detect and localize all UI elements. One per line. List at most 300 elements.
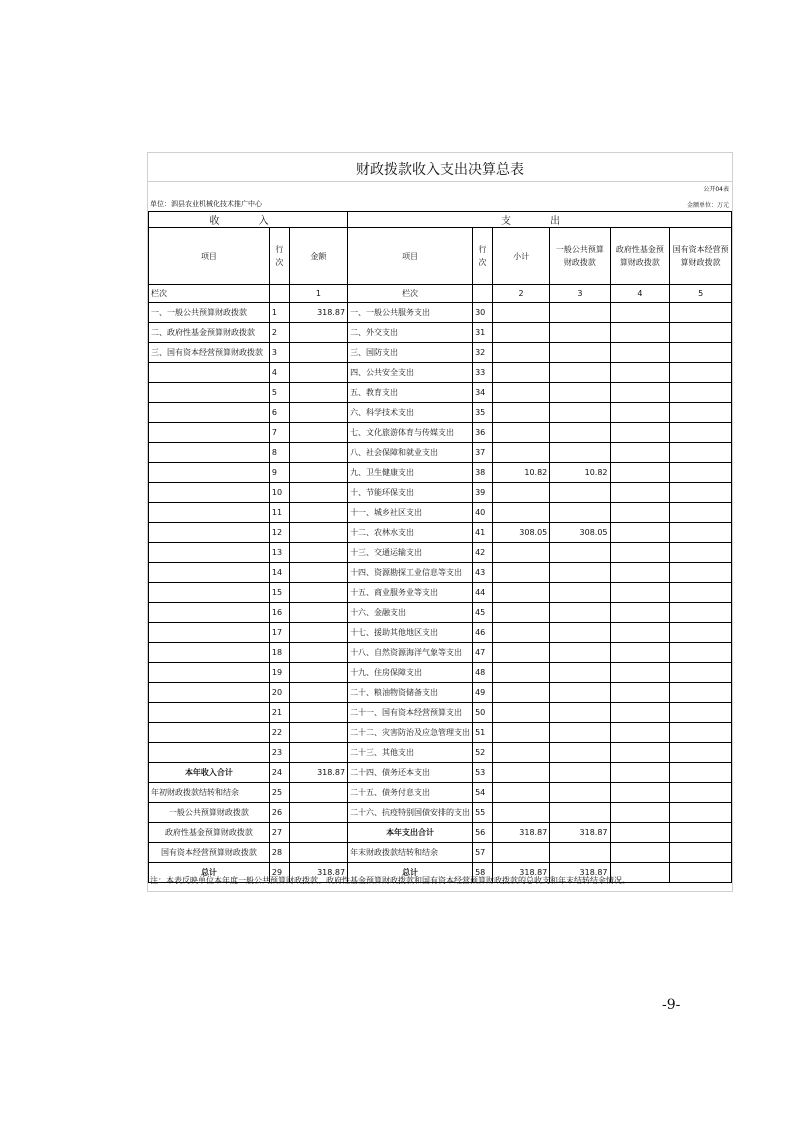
income-amount: 318.87 bbox=[289, 763, 347, 783]
income-row-no: 22 bbox=[269, 723, 289, 743]
expense-fund-budget bbox=[610, 443, 670, 463]
table-row bbox=[149, 523, 732, 543]
income-row-no: 10 bbox=[269, 483, 289, 503]
expense-subtotal bbox=[492, 763, 549, 783]
expense-fund-budget bbox=[610, 363, 670, 383]
expense-row-no: 53 bbox=[473, 763, 493, 783]
income-item bbox=[149, 623, 270, 643]
expense-row-no: 46 bbox=[473, 623, 493, 643]
income-item: 本年收入合计 bbox=[149, 763, 270, 783]
income-item bbox=[149, 423, 270, 443]
expense-general-budget bbox=[550, 443, 610, 463]
expense-row-no: 39 bbox=[473, 483, 493, 503]
expense-item: 三、国防支出 bbox=[348, 343, 473, 363]
income-row-no: 21 bbox=[269, 703, 289, 723]
income-amount bbox=[289, 523, 347, 543]
expense-row-no: 32 bbox=[473, 343, 493, 363]
expense-state-capital bbox=[670, 383, 732, 403]
expense-state-capital bbox=[670, 463, 732, 483]
income-amount bbox=[289, 423, 347, 443]
expense-row-no: 41 bbox=[473, 523, 493, 543]
expense-state-capital bbox=[670, 703, 732, 723]
expense-fund-budget bbox=[610, 683, 670, 703]
income-item bbox=[149, 543, 270, 563]
expense-fund-budget bbox=[610, 503, 670, 523]
expense-general-budget bbox=[550, 703, 610, 723]
expense-state-capital bbox=[670, 823, 732, 843]
expense-row-no: 56 bbox=[473, 823, 493, 843]
expense-state-capital bbox=[670, 343, 732, 363]
expense-subtotal bbox=[492, 363, 549, 383]
expense-item: 一、一般公共服务支出 bbox=[348, 303, 473, 323]
income-item: 一般公共预算财政拨款 bbox=[149, 803, 270, 823]
income-item: 政府性基金预算财政拨款 bbox=[149, 823, 270, 843]
income-row-no: 17 bbox=[269, 623, 289, 643]
expense-subtotal bbox=[492, 443, 549, 463]
income-item bbox=[149, 643, 270, 663]
expense-item: 十、节能环保支出 bbox=[348, 483, 473, 503]
expense-state-capital bbox=[670, 443, 732, 463]
expense-row-no: 58 bbox=[473, 863, 493, 883]
income-amount bbox=[289, 343, 347, 363]
income-row-no: 23 bbox=[269, 743, 289, 763]
expense-state-capital bbox=[670, 483, 732, 503]
expense-general-budget bbox=[550, 543, 610, 563]
income-row-no: 8 bbox=[269, 443, 289, 463]
expense-item: 十一、城乡社区支出 bbox=[348, 503, 473, 523]
expense-general-budget bbox=[550, 563, 610, 583]
report-sheet bbox=[147, 152, 733, 892]
expense-item: 八、社会保障和就业支出 bbox=[348, 443, 473, 463]
income-amount bbox=[289, 363, 347, 383]
table-row bbox=[149, 803, 732, 823]
expense-row-no: 48 bbox=[473, 663, 493, 683]
income-row-no: 1 bbox=[269, 303, 289, 323]
expense-item: 十五、商业服务业等支出 bbox=[348, 583, 473, 603]
table-row bbox=[149, 303, 732, 323]
income-amount bbox=[289, 643, 347, 663]
income-amount bbox=[289, 603, 347, 623]
expense-state-capital bbox=[670, 803, 732, 823]
expense-fund-budget bbox=[610, 423, 670, 443]
table-row bbox=[149, 343, 732, 363]
unit-label: 单位：泗县农业机械化技术推广中心 bbox=[150, 200, 262, 208]
expense-general-budget bbox=[550, 623, 610, 643]
expense-item: 十八、自然资源海洋气象等支出 bbox=[348, 643, 473, 663]
table-row bbox=[149, 563, 732, 583]
income-row-no: 9 bbox=[269, 463, 289, 483]
income-amount bbox=[289, 403, 347, 423]
expense-row-no: 38 bbox=[473, 463, 493, 483]
expense-state-capital bbox=[670, 863, 732, 883]
income-item bbox=[149, 723, 270, 743]
expense-subtotal bbox=[492, 743, 549, 763]
expense-item: 四、公共安全支出 bbox=[348, 363, 473, 383]
header-expense-item: 项目 bbox=[348, 228, 473, 285]
expense-subtotal bbox=[492, 503, 549, 523]
expense-fund-budget bbox=[610, 663, 670, 683]
table-row bbox=[149, 603, 732, 623]
header-amount: 金额 bbox=[289, 228, 347, 285]
header-row-no: 行次 bbox=[269, 228, 289, 285]
expense-row-no: 49 bbox=[473, 683, 493, 703]
expense-subtotal: 308.05 bbox=[492, 523, 549, 543]
expense-subtotal bbox=[492, 803, 549, 823]
header-expense-row-no: 行次 bbox=[473, 228, 493, 285]
expense-general-budget bbox=[550, 843, 610, 863]
expense-row-no: 45 bbox=[473, 603, 493, 623]
expense-general-budget bbox=[550, 663, 610, 683]
income-amount bbox=[289, 623, 347, 643]
column-index-1: 1 bbox=[289, 285, 347, 303]
header-state-capital: 国有资本经营预算财政拨款 bbox=[670, 228, 732, 285]
expense-general-budget bbox=[550, 683, 610, 703]
expense-general-budget bbox=[550, 503, 610, 523]
income-amount bbox=[289, 723, 347, 743]
expense-fund-budget bbox=[610, 563, 670, 583]
column-index-3: 3 bbox=[550, 285, 610, 303]
expense-subtotal: 318.87 bbox=[492, 823, 549, 843]
expense-state-capital bbox=[670, 543, 732, 563]
expense-fund-budget bbox=[610, 803, 670, 823]
table-row bbox=[149, 623, 732, 643]
expense-subtotal bbox=[492, 723, 549, 743]
income-row-no: 20 bbox=[269, 683, 289, 703]
income-row-no: 29 bbox=[269, 863, 289, 883]
table-row bbox=[149, 723, 732, 743]
expense-item: 二十三、其他支出 bbox=[348, 743, 473, 763]
expense-general-budget bbox=[550, 723, 610, 743]
expense-general-budget: 308.05 bbox=[550, 523, 610, 543]
expense-subtotal: 10.82 bbox=[492, 463, 549, 483]
expense-general-budget bbox=[550, 343, 610, 363]
income-row-no: 26 bbox=[269, 803, 289, 823]
income-item bbox=[149, 403, 270, 423]
income-row-no: 2 bbox=[269, 323, 289, 343]
column-index-blank-2 bbox=[473, 285, 493, 303]
table-row bbox=[149, 763, 732, 783]
expense-state-capital bbox=[670, 503, 732, 523]
income-row-no: 16 bbox=[269, 603, 289, 623]
income-amount bbox=[289, 663, 347, 683]
expense-fund-budget bbox=[610, 703, 670, 723]
income-item: 国有资本经营预算财政拨款 bbox=[149, 843, 270, 863]
income-row-no: 15 bbox=[269, 583, 289, 603]
income-row-no: 11 bbox=[269, 503, 289, 523]
expense-item: 本年支出合计 bbox=[348, 823, 473, 843]
expense-item: 七、文化旅游体育与传媒支出 bbox=[348, 423, 473, 443]
expense-general-budget bbox=[550, 783, 610, 803]
expense-item: 十六、金融支出 bbox=[348, 603, 473, 623]
table-row bbox=[149, 703, 732, 723]
income-item bbox=[149, 523, 270, 543]
expense-general-budget: 318.87 bbox=[550, 823, 610, 843]
expense-row-no: 30 bbox=[473, 303, 493, 323]
table-row bbox=[149, 383, 732, 403]
income-item bbox=[149, 743, 270, 763]
income-amount bbox=[289, 703, 347, 723]
expense-subtotal bbox=[492, 403, 549, 423]
expense-item: 六、科学技术支出 bbox=[348, 403, 473, 423]
income-item bbox=[149, 483, 270, 503]
income-amount bbox=[289, 383, 347, 403]
expense-row-no: 42 bbox=[473, 543, 493, 563]
expense-fund-budget bbox=[610, 723, 670, 743]
income-row-no: 14 bbox=[269, 563, 289, 583]
income-item: 三、国有资本经营预算财政拨款 bbox=[149, 343, 270, 363]
expense-subtotal bbox=[492, 563, 549, 583]
expense-fund-budget bbox=[610, 543, 670, 563]
expense-subtotal bbox=[492, 303, 549, 323]
expense-row-no: 50 bbox=[473, 703, 493, 723]
header-fund-budget: 政府性基金预算财政拨款 bbox=[610, 228, 670, 285]
income-amount bbox=[289, 823, 347, 843]
income-row-no: 13 bbox=[269, 543, 289, 563]
expense-item: 十三、交通运输支出 bbox=[348, 543, 473, 563]
expense-subtotal bbox=[492, 483, 549, 503]
table-row bbox=[149, 843, 732, 863]
table-row bbox=[149, 663, 732, 683]
income-item bbox=[149, 363, 270, 383]
expense-item: 十四、资源勘探工业信息等支出 bbox=[348, 563, 473, 583]
expense-state-capital bbox=[670, 623, 732, 643]
expense-general-budget bbox=[550, 363, 610, 383]
expense-state-capital bbox=[670, 583, 732, 603]
expense-row-no: 33 bbox=[473, 363, 493, 383]
income-section-header: 收 入 bbox=[149, 212, 348, 228]
expense-fund-budget bbox=[610, 463, 670, 483]
expense-item: 二十六、抗疫特别国债安排的支出 bbox=[348, 803, 473, 823]
income-row-no: 5 bbox=[269, 383, 289, 403]
expense-subtotal bbox=[492, 703, 549, 723]
income-item: 总计 bbox=[149, 863, 270, 883]
expense-general-budget bbox=[550, 383, 610, 403]
section-header-row bbox=[149, 212, 732, 228]
form-number: 公开04表 bbox=[703, 186, 729, 193]
table-row bbox=[149, 363, 732, 383]
income-row-no: 27 bbox=[269, 823, 289, 843]
expense-row-no: 43 bbox=[473, 563, 493, 583]
expense-fund-budget bbox=[610, 763, 670, 783]
expense-row-no: 44 bbox=[473, 583, 493, 603]
column-index-4: 4 bbox=[610, 285, 670, 303]
table-row bbox=[149, 783, 732, 803]
expense-fund-budget bbox=[610, 483, 670, 503]
expense-row-no: 52 bbox=[473, 743, 493, 763]
table-row bbox=[149, 443, 732, 463]
expense-subtotal bbox=[492, 383, 549, 403]
income-item bbox=[149, 703, 270, 723]
expense-row-no: 51 bbox=[473, 723, 493, 743]
expense-state-capital bbox=[670, 603, 732, 623]
expense-state-capital bbox=[670, 363, 732, 383]
amount-unit-label: 金额单位：万元 bbox=[686, 202, 729, 209]
expense-item: 二十、粮油物资储备支出 bbox=[348, 683, 473, 703]
expense-row-no: 35 bbox=[473, 403, 493, 423]
income-item: 年初财政拨款结转和结余 bbox=[149, 783, 270, 803]
report-title: 财政拨款收入支出决算总表 bbox=[356, 162, 524, 178]
expense-fund-budget bbox=[610, 323, 670, 343]
income-amount bbox=[289, 583, 347, 603]
table-row bbox=[149, 323, 732, 343]
expense-general-budget bbox=[550, 403, 610, 423]
expense-fund-budget bbox=[610, 383, 670, 403]
expense-item: 总计 bbox=[348, 863, 473, 883]
income-amount bbox=[289, 783, 347, 803]
expense-row-no: 36 bbox=[473, 423, 493, 443]
expense-state-capital bbox=[670, 523, 732, 543]
expense-fund-budget bbox=[610, 783, 670, 803]
expense-fund-budget bbox=[610, 583, 670, 603]
expense-state-capital bbox=[670, 723, 732, 743]
table-row bbox=[149, 683, 732, 703]
income-amount bbox=[289, 443, 347, 463]
income-item bbox=[149, 443, 270, 463]
income-row-no: 12 bbox=[269, 523, 289, 543]
expense-item: 九、卫生健康支出 bbox=[348, 463, 473, 483]
income-amount: 318.87 bbox=[289, 303, 347, 323]
header-subtotal: 小计 bbox=[492, 228, 549, 285]
expense-fund-budget bbox=[610, 603, 670, 623]
expense-fund-budget bbox=[610, 403, 670, 423]
expense-fund-budget bbox=[610, 643, 670, 663]
income-amount bbox=[289, 683, 347, 703]
expense-subtotal bbox=[492, 843, 549, 863]
income-item bbox=[149, 603, 270, 623]
income-item: 二、政府性基金预算财政拨款 bbox=[149, 323, 270, 343]
table-row bbox=[149, 463, 732, 483]
income-amount bbox=[289, 463, 347, 483]
table-row bbox=[149, 823, 732, 843]
expense-general-budget bbox=[550, 583, 610, 603]
income-item bbox=[149, 583, 270, 603]
table-row bbox=[149, 423, 732, 443]
expense-state-capital bbox=[670, 423, 732, 443]
income-amount bbox=[289, 323, 347, 343]
table-row bbox=[149, 403, 732, 423]
expense-general-budget bbox=[550, 743, 610, 763]
expense-state-capital bbox=[670, 843, 732, 863]
income-row-no: 6 bbox=[269, 403, 289, 423]
expense-subtotal bbox=[492, 583, 549, 603]
expense-general-budget bbox=[550, 643, 610, 663]
table-note: 注：本表反映单位本年度一般公共预算财政拨款、政府性基金预算财政拨款和国有资本经营预算财政拨款的总收支和年末结转结余情况。 bbox=[150, 876, 630, 885]
income-row-no: 19 bbox=[269, 663, 289, 683]
expense-subtotal bbox=[492, 643, 549, 663]
table-row bbox=[149, 743, 732, 763]
expense-row-no: 55 bbox=[473, 803, 493, 823]
income-item bbox=[149, 563, 270, 583]
table-row bbox=[149, 503, 732, 523]
expense-state-capital bbox=[670, 783, 732, 803]
income-amount bbox=[289, 543, 347, 563]
column-index-5: 5 bbox=[670, 285, 732, 303]
income-row-no: 28 bbox=[269, 843, 289, 863]
income-item bbox=[149, 383, 270, 403]
expense-subtotal bbox=[492, 543, 549, 563]
expense-subtotal bbox=[492, 423, 549, 443]
income-item: 一、一般公共预算财政拨款 bbox=[149, 303, 270, 323]
column-index-blank bbox=[269, 285, 289, 303]
header-general-budget: 一般公共预算财政拨款 bbox=[550, 228, 610, 285]
header-item: 项目 bbox=[149, 228, 270, 285]
expense-item: 五、教育支出 bbox=[348, 383, 473, 403]
income-item bbox=[149, 663, 270, 683]
column-header-row bbox=[149, 228, 732, 285]
expense-general-budget bbox=[550, 323, 610, 343]
expense-row-no: 57 bbox=[473, 843, 493, 863]
budget-table bbox=[148, 211, 732, 883]
income-amount bbox=[289, 563, 347, 583]
income-item bbox=[149, 463, 270, 483]
table-row bbox=[149, 643, 732, 663]
expense-subtotal bbox=[492, 603, 549, 623]
expense-fund-budget bbox=[610, 623, 670, 643]
expense-row-no: 31 bbox=[473, 323, 493, 343]
income-item bbox=[149, 683, 270, 703]
expense-subtotal bbox=[492, 323, 549, 343]
expense-general-budget: 10.82 bbox=[550, 463, 610, 483]
income-row-no: 3 bbox=[269, 343, 289, 363]
expense-item: 二十四、债务还本支出 bbox=[348, 763, 473, 783]
expense-state-capital bbox=[670, 643, 732, 663]
income-row-no: 18 bbox=[269, 643, 289, 663]
income-item bbox=[149, 503, 270, 523]
expense-general-budget bbox=[550, 483, 610, 503]
expense-fund-budget bbox=[610, 523, 670, 543]
expense-fund-budget bbox=[610, 843, 670, 863]
table-row bbox=[149, 543, 732, 563]
expense-general-budget bbox=[550, 763, 610, 783]
expense-general-budget bbox=[550, 803, 610, 823]
expense-subtotal bbox=[492, 683, 549, 703]
income-amount bbox=[289, 843, 347, 863]
expense-state-capital bbox=[670, 683, 732, 703]
income-row-no: 4 bbox=[269, 363, 289, 383]
table-row bbox=[149, 483, 732, 503]
title-row bbox=[148, 153, 732, 182]
expense-item: 十九、住房保障支出 bbox=[348, 663, 473, 683]
expense-row-no: 40 bbox=[473, 503, 493, 523]
column-index-row bbox=[149, 285, 732, 303]
expense-general-budget: 318.87 bbox=[550, 863, 610, 883]
expense-state-capital bbox=[670, 663, 732, 683]
expense-state-capital bbox=[670, 743, 732, 763]
expense-subtotal: 318.87 bbox=[492, 863, 549, 883]
expense-row-no: 37 bbox=[473, 443, 493, 463]
expense-row-no: 47 bbox=[473, 643, 493, 663]
income-amount bbox=[289, 743, 347, 763]
expense-fund-budget bbox=[610, 343, 670, 363]
column-index-label-2: 栏次 bbox=[348, 285, 473, 303]
income-row-no: 24 bbox=[269, 763, 289, 783]
income-amount bbox=[289, 483, 347, 503]
income-amount bbox=[289, 803, 347, 823]
expense-state-capital bbox=[670, 403, 732, 423]
column-index-label: 栏次 bbox=[149, 285, 270, 303]
expense-subtotal bbox=[492, 343, 549, 363]
expense-subtotal bbox=[492, 783, 549, 803]
table-row bbox=[149, 583, 732, 603]
expense-subtotal bbox=[492, 623, 549, 643]
expense-general-budget bbox=[550, 423, 610, 443]
expense-state-capital bbox=[670, 563, 732, 583]
expense-row-no: 54 bbox=[473, 783, 493, 803]
expense-item: 十二、农林水支出 bbox=[348, 523, 473, 543]
expense-item: 十七、援助其他地区支出 bbox=[348, 623, 473, 643]
income-row-no: 25 bbox=[269, 783, 289, 803]
expense-item: 二、外交支出 bbox=[348, 323, 473, 343]
